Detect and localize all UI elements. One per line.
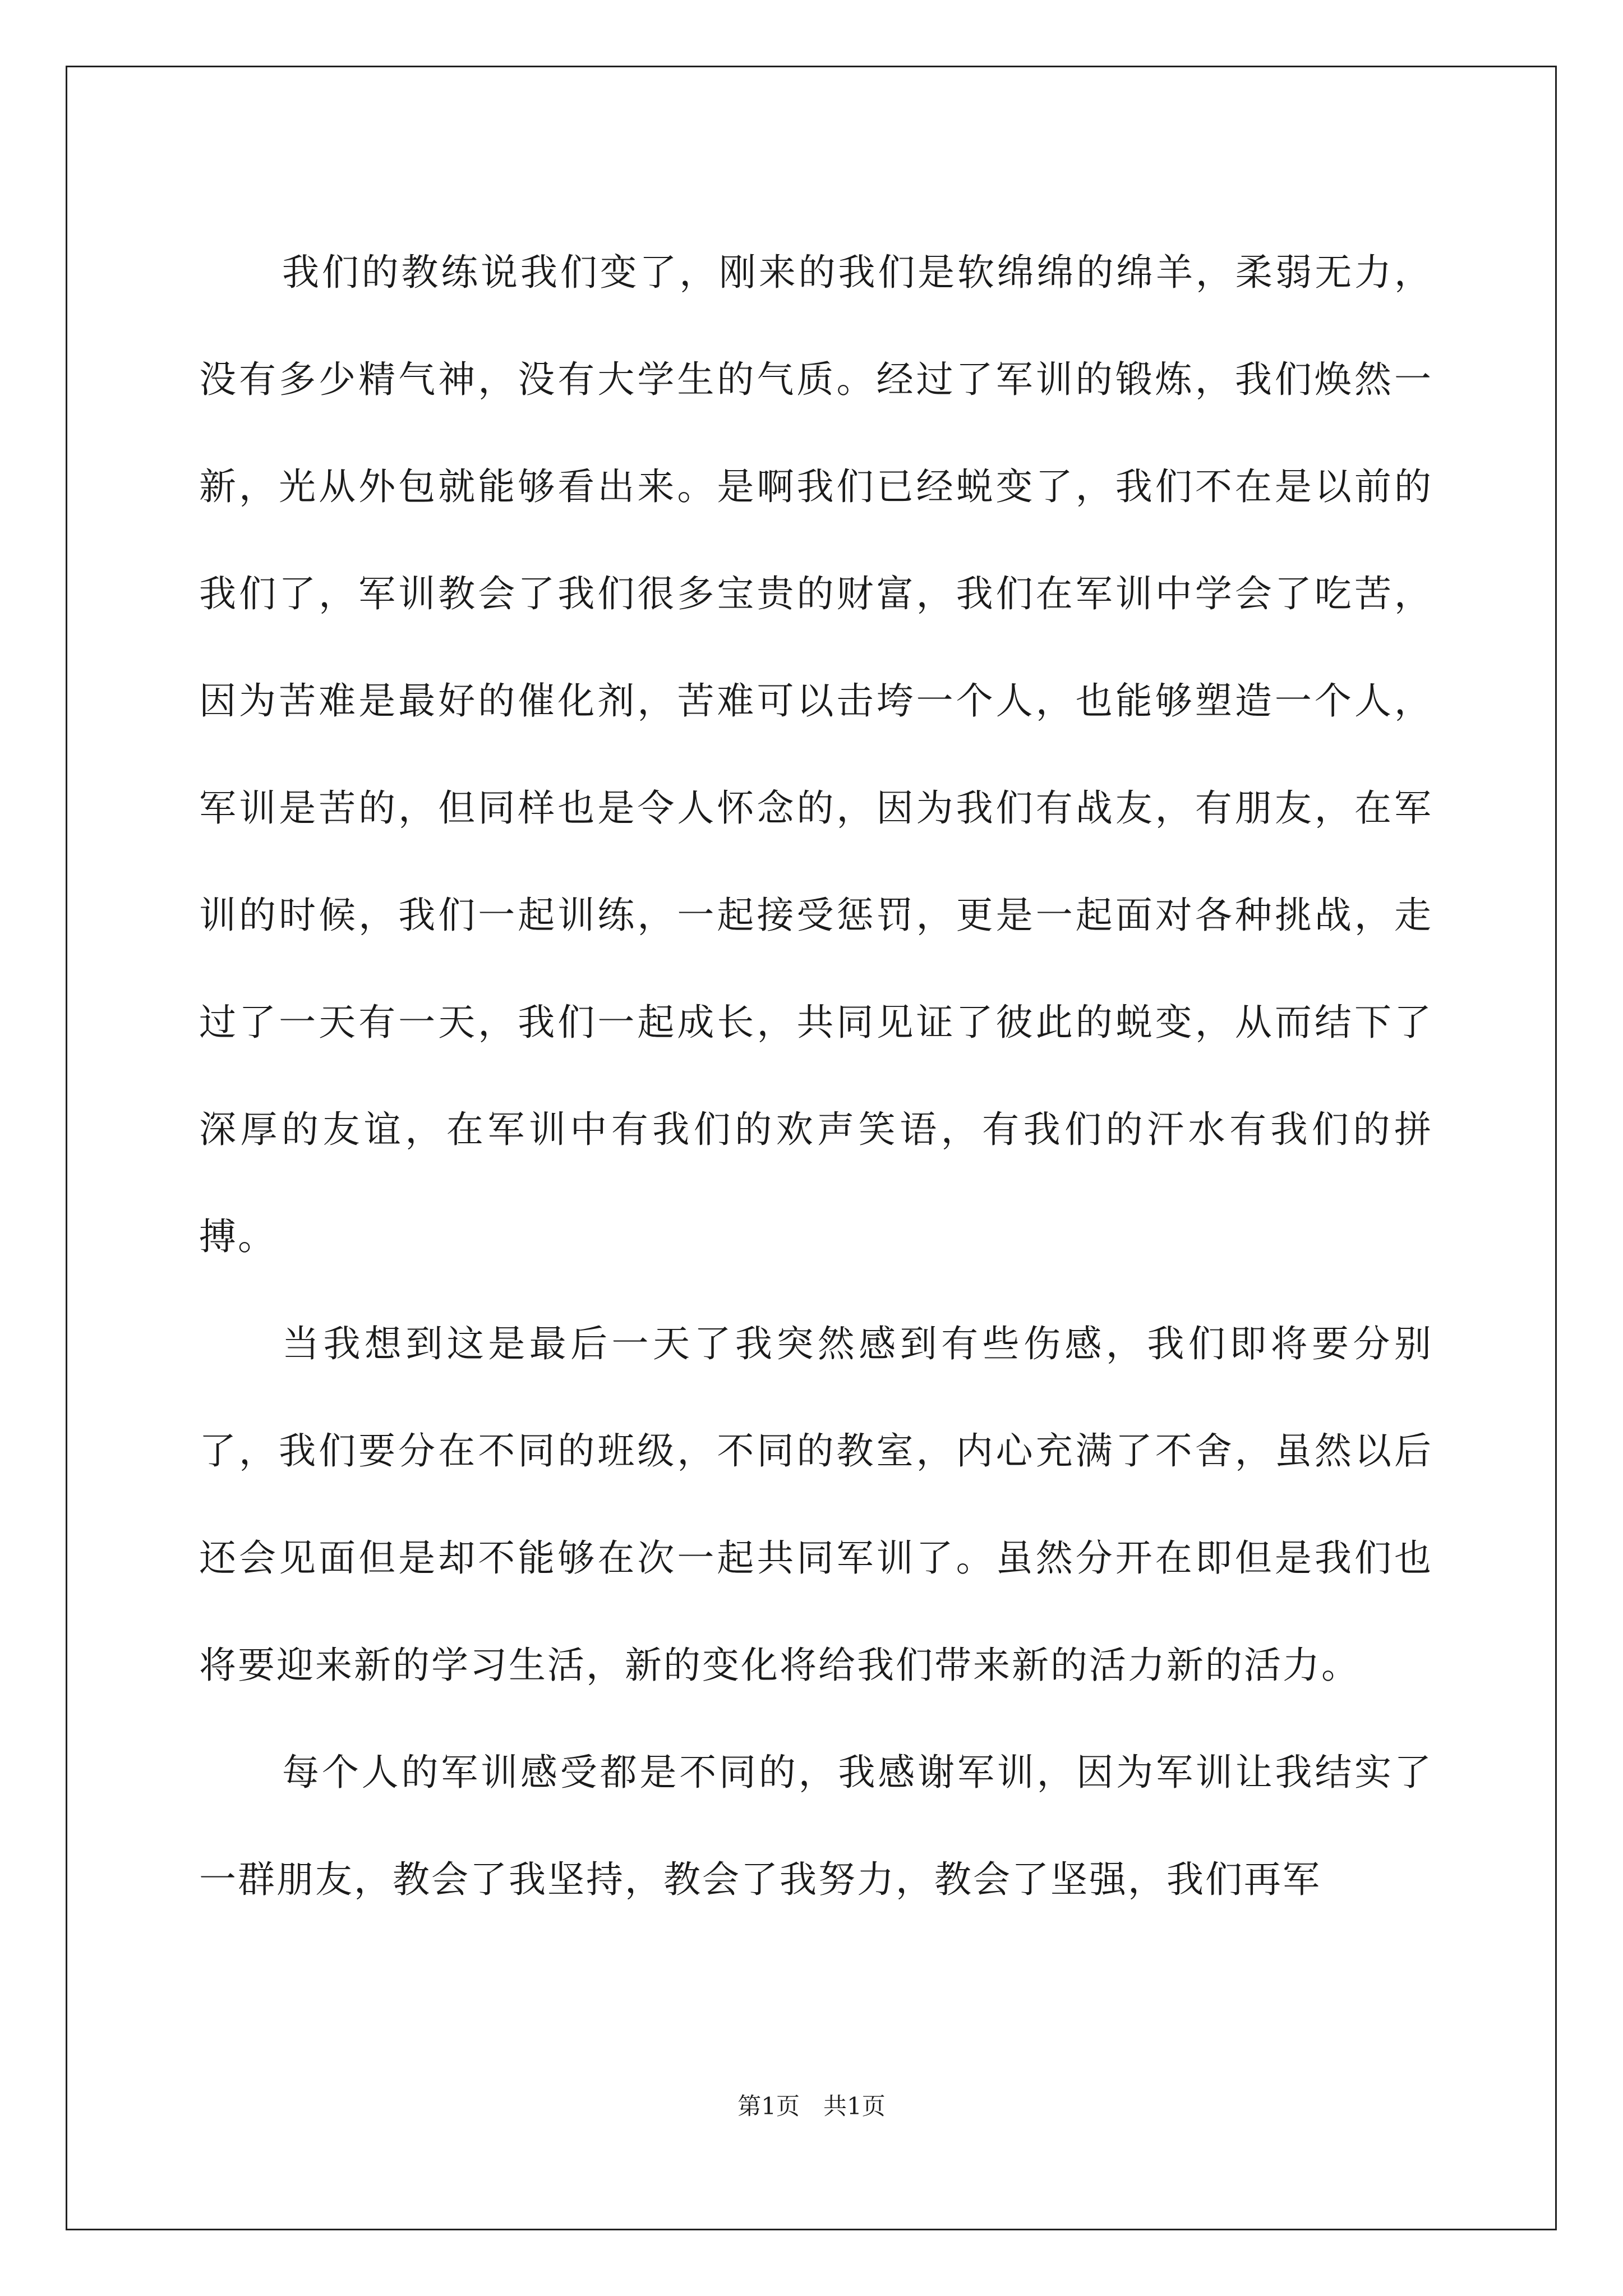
document-body xyxy=(199,219,1433,1933)
paragraph: 我们的教练说我们变了，刚来的我们是软绵绵的绵羊，柔弱无力，没有多少精气神，没有大学生的气质。经过了军训的锻炼，我们焕然一新，光从外包就能够看出来。是啊我们已经蜕变了，我们不在是以前的我们了，军训教会了我们很多宝贵的财富，我们在军训中学会了吃苦，因为苦难是最好的催化剂，苦难可以击垮一个人，也能够塑造一个人，军训是苦的，但同样也是令人怀念的，因为我们有战友，有朋友，在军训的时候，我们一起训练，一起接受惩罚，更是一起面对各种挑战，走过了一天有一天，我们一起成长，共同见证了彼此的蜕变，从而结下了深厚的友谊，在军训中有我们的欢声笑语，有我们的汗水有我们的拼搏。 xyxy=(199,251,1433,1258)
page-number-footer: 第1页 共1页 xyxy=(737,2092,886,2120)
paragraph: 每个人的军训感受都是不同的，我感谢军训，因为军训让我结实了一群朋友，教会了我坚持，教会了我努力，教会了坚强，我们再军 xyxy=(199,1751,1433,1901)
paragraph: 当我想到这是最后一天了我突然感到有些伤感，我们即将要分别了，我们要分在不同的班级，不同的教室，内心充满了不舍，虽然以后还会见面但是却不能够在次一起共同军训了。虽然分开在即但是我们也将要迎来新的学习生活，新的变化将给我们带来新的活力新的活力。 xyxy=(199,1322,1433,1687)
